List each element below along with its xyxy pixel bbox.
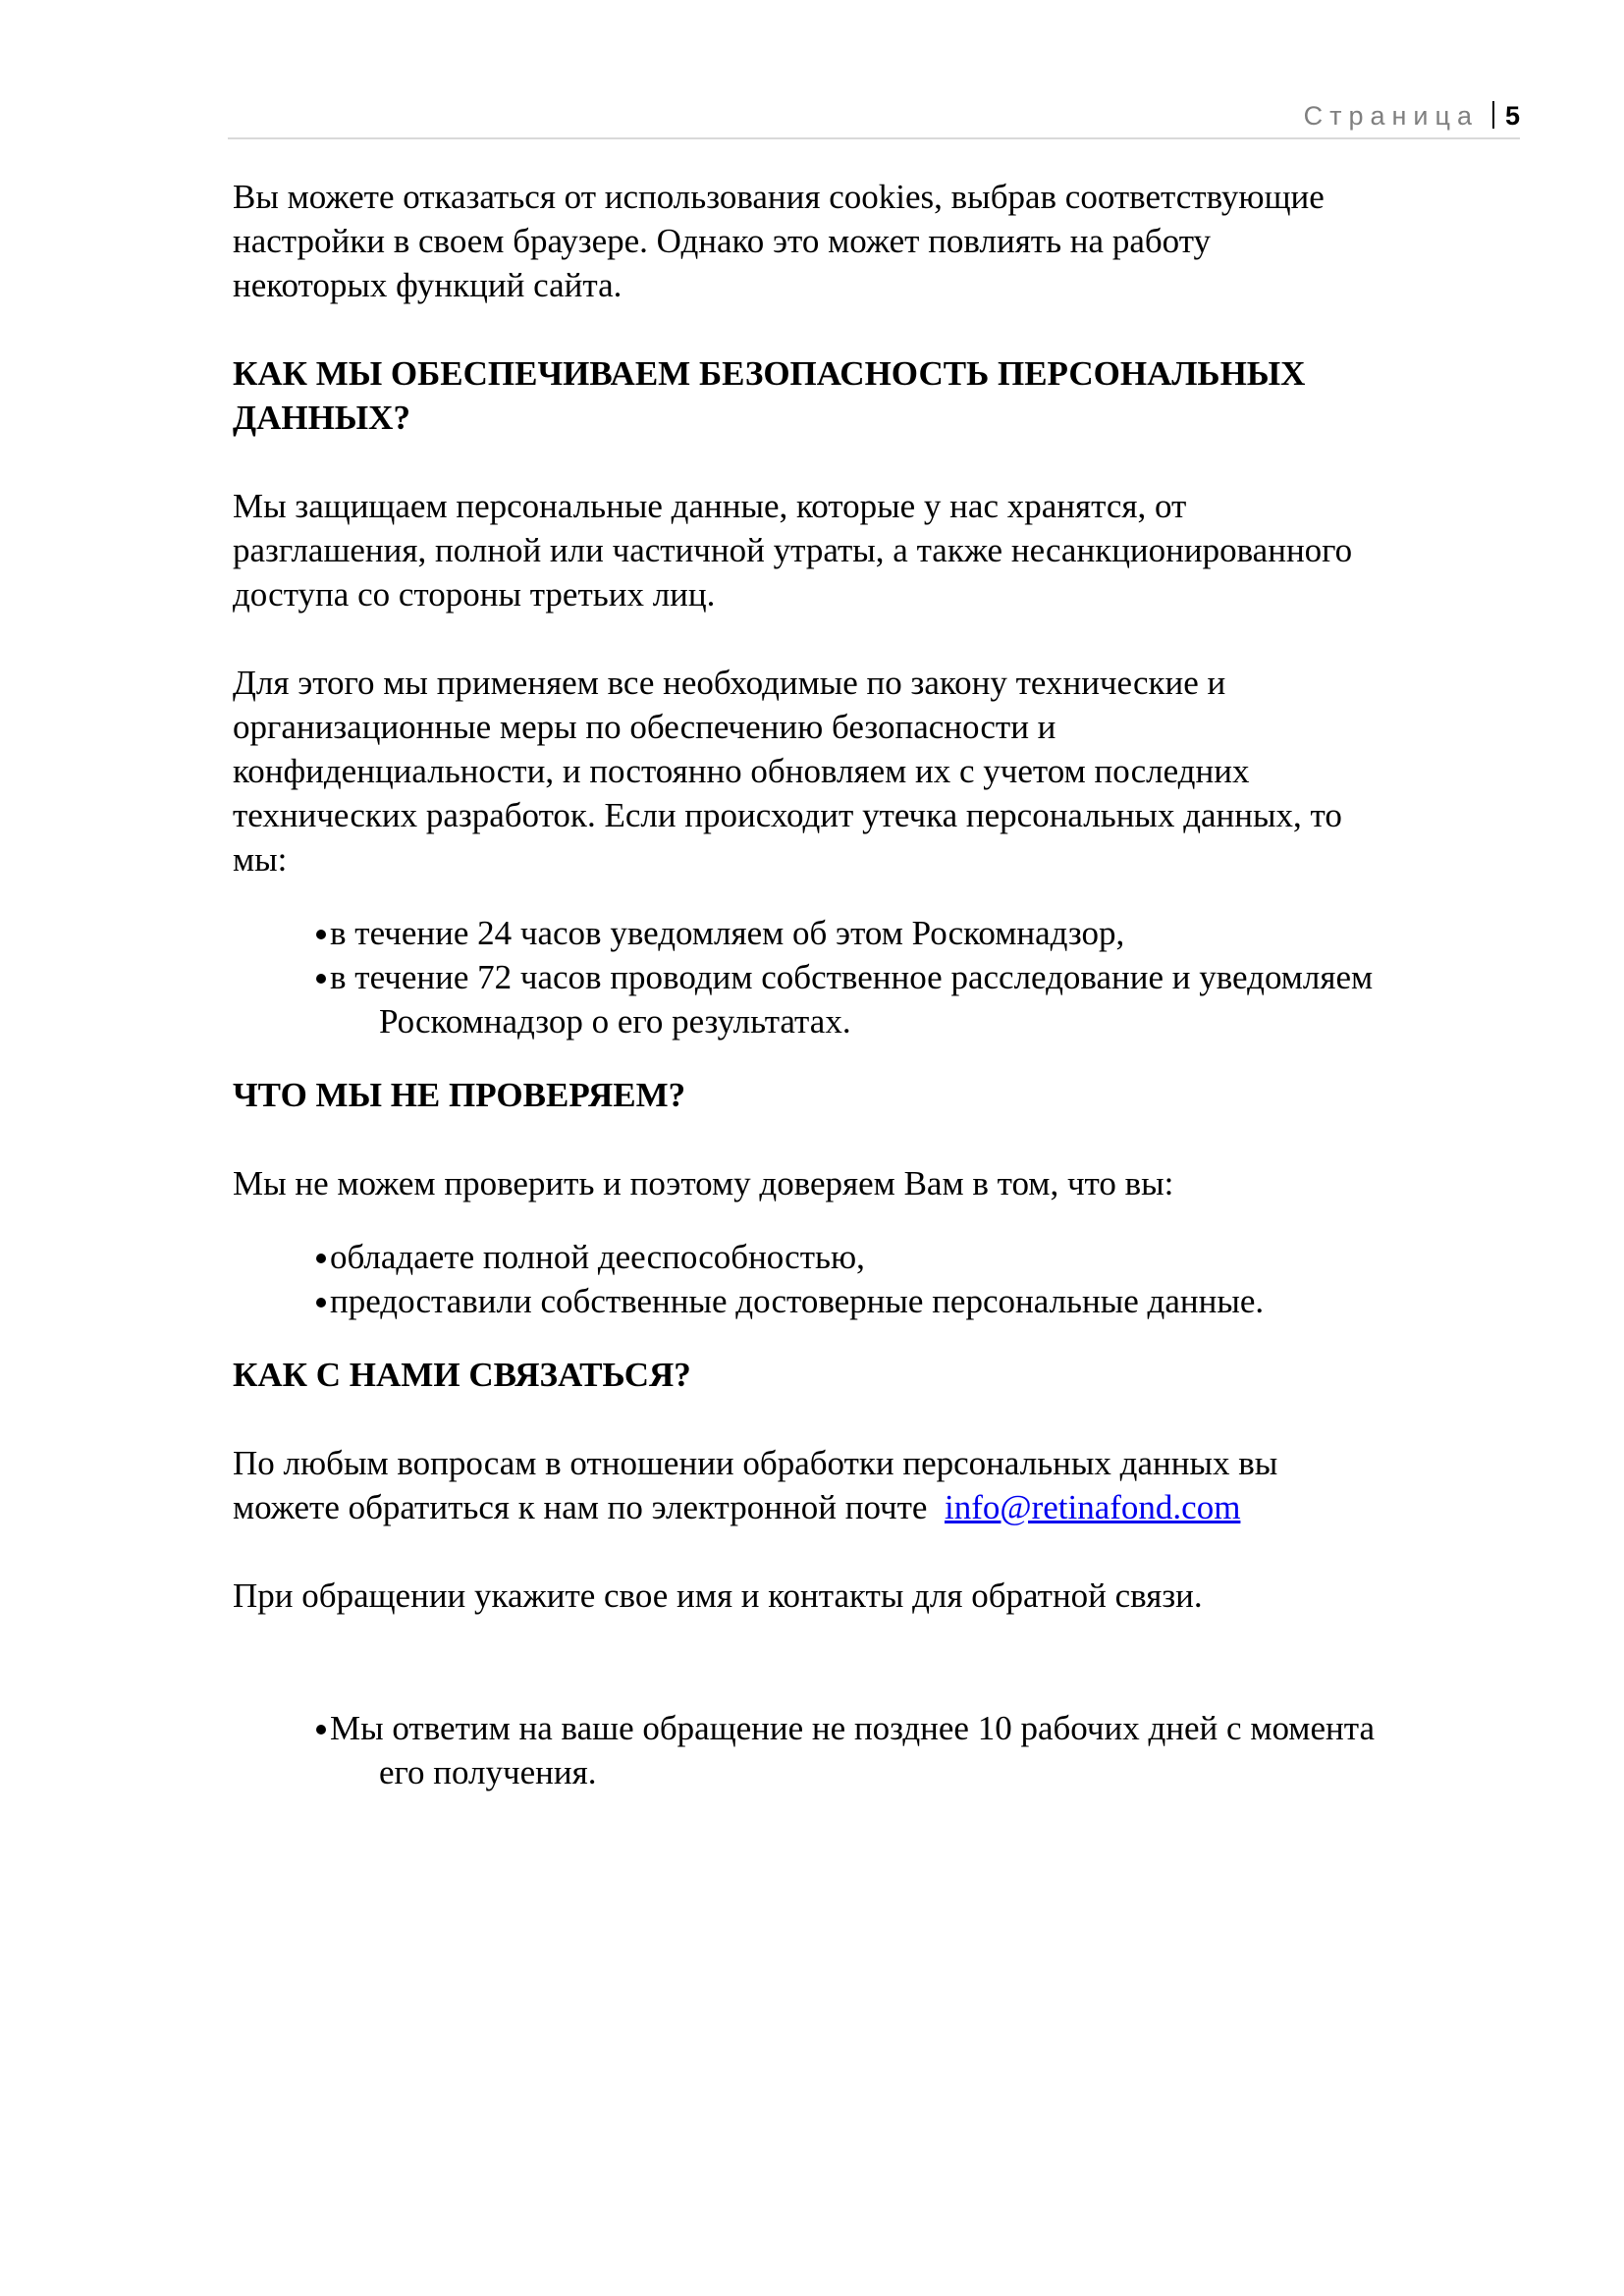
bullet-icon xyxy=(316,930,326,939)
contact-bullet-list xyxy=(233,1706,1529,1794)
verify-heading: ЧТО МЫ НЕ ПРОВЕРЯЕМ? xyxy=(233,1076,686,1114)
list-item: предоставили собственные достоверные персональные данные. xyxy=(316,1279,1529,1323)
security-bullet-list xyxy=(233,911,1529,1043)
cookies-line: настройки в своем браузере. Однако это может повлиять на работу xyxy=(233,222,1212,260)
bullet-icon xyxy=(316,1298,326,1308)
bullet-icon xyxy=(316,974,326,984)
cookies-line: некоторых функций сайта. xyxy=(233,266,623,304)
list-item: в течение 72 часов проводим собственное расследование и уведомляем Роскомнадзор о его результатах. xyxy=(316,955,1529,1043)
contact-heading: КАК С НАМИ СВЯЗАТЬСЯ? xyxy=(233,1356,691,1394)
page-separator xyxy=(1492,101,1494,129)
list-item: в течение 24 часов уведомляем об этом Роскомнадзор, xyxy=(316,911,1529,955)
contact-instructions: При обращении укажите свое имя и контакты для обратной связи. xyxy=(233,1576,1203,1615)
bullet-icon xyxy=(316,1725,326,1735)
cookies-line: Вы можете отказаться от использования cookies, выбрав соответствующие xyxy=(233,178,1325,216)
cookies-paragraph xyxy=(233,175,1529,307)
verify-paragraph: Мы не можем проверить и поэтому доверяем Вам в том, что вы: xyxy=(233,1164,1174,1202)
document-body xyxy=(233,175,1529,1794)
security-heading: КАК МЫ ОБЕСПЕЧИВАЕМ БЕЗОПАСНОСТЬ ПЕРСОНАЛЬНЫХ ДАННЫХ? xyxy=(233,354,1306,437)
security-paragraph-2: Для этого мы применяем все необходимые по закону технические и организационные меры по обеспечению безопасности и конфиденциальности, и постоянно обновляем их с учетом последних технических разработок. Если происходит утечка персональных данных, то мы: xyxy=(233,664,1342,879)
security-paragraph-1: Мы защищаем персональные данные, которые у нас хранятся, от разглашения, полной или частичной утраты, а также несанкционированного доступа со стороны третьих лиц. xyxy=(233,487,1353,614)
verify-bullet-list xyxy=(233,1235,1529,1323)
list-item: обладаете полной дееспособностью, xyxy=(316,1235,1529,1279)
bullet-icon xyxy=(316,1254,326,1263)
list-item: Мы ответим на ваше обращение не позднее 10 рабочих дней с момента его получения. xyxy=(316,1706,1529,1794)
page-label: Страница xyxy=(1303,101,1479,131)
contact-paragraph: По любым вопросам в отношении обработки персональных данных вы можете обратиться к нам по электронной почте info@retinafond.com xyxy=(233,1444,1278,1526)
page-header xyxy=(228,98,1520,139)
email-link[interactable]: info@retinafond.com xyxy=(944,1488,1241,1526)
page-number: 5 xyxy=(1504,101,1520,131)
